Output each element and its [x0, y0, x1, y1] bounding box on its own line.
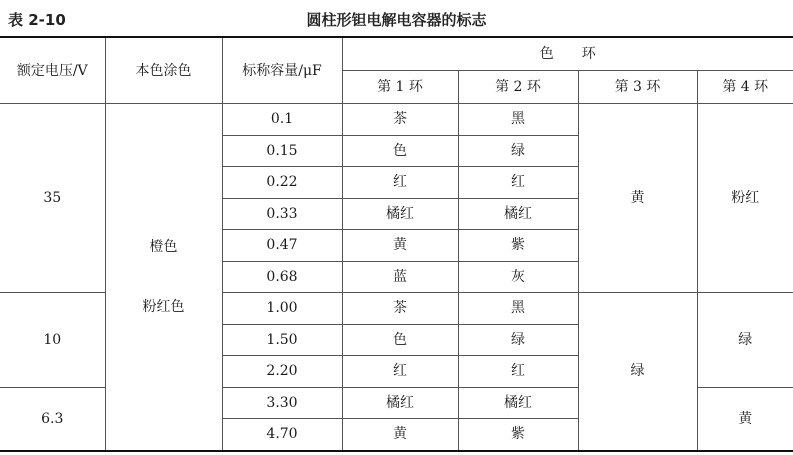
table-number: 表 2-10 — [8, 11, 66, 29]
capacity-cell: 2.20 — [222, 356, 342, 388]
ring2-cell: 灰 — [458, 261, 578, 293]
table-title: 圆柱形钽电解电容器的标志 — [306, 11, 487, 29]
capacity-cell: 3.30 — [222, 387, 342, 419]
table-row — [0, 104, 793, 136]
ring1-cell: 红 — [342, 356, 458, 388]
header-ring1: 第 1 环 — [342, 71, 458, 104]
ring2-cell: 紫 — [458, 230, 578, 262]
ring1-cell: 茶 — [342, 293, 458, 325]
ring1-cell: 黄 — [342, 230, 458, 262]
capacity-cell: 0.1 — [222, 104, 342, 136]
header-color-ring: 色 环 — [342, 37, 793, 71]
header-base-color: 本色涂色 — [105, 37, 222, 104]
header-ring3: 第 3 环 — [578, 71, 697, 104]
header-ring2: 第 2 环 — [458, 71, 578, 104]
ring2-cell: 黑 — [458, 293, 578, 325]
capacity-cell: 0.33 — [222, 198, 342, 230]
ring3-cell: 绿 — [578, 293, 697, 451]
ring4-cell: 绿 — [697, 293, 793, 388]
capacity-cell: 0.22 — [222, 167, 342, 199]
ring2-cell: 红 — [458, 356, 578, 388]
capacitor-marking-table — [0, 36, 793, 452]
ring2-cell: 绿 — [458, 324, 578, 356]
ring4-cell: 粉红 — [697, 104, 793, 293]
ring1-cell: 橘红 — [342, 198, 458, 230]
ring1-cell: 黄 — [342, 419, 458, 451]
capacity-cell: 0.15 — [222, 135, 342, 167]
ring1-cell: 色 — [342, 324, 458, 356]
ring2-cell: 橘红 — [458, 387, 578, 419]
capacity-cell: 1.50 — [222, 324, 342, 356]
base-color-value: 粉红色 — [142, 298, 185, 315]
ring1-cell: 橘红 — [342, 387, 458, 419]
voltage-cell: 10 — [0, 293, 105, 388]
ring2-cell: 橘红 — [458, 198, 578, 230]
ring1-cell: 茶 — [342, 104, 458, 136]
base-color-value: 橙色 — [149, 238, 178, 255]
header-voltage: 额定电压/V — [0, 37, 105, 104]
ring1-cell: 蓝 — [342, 261, 458, 293]
ring1-cell: 色 — [342, 135, 458, 167]
ring2-cell: 紫 — [458, 419, 578, 451]
base-color-cell — [105, 104, 222, 451]
ring3-cell: 黄 — [578, 104, 697, 293]
ring4-cell: 黄 — [697, 387, 793, 451]
header-capacity: 标称容量/μF — [222, 37, 342, 104]
voltage-cell: 6.3 — [0, 387, 105, 451]
header-row-1 — [0, 37, 793, 71]
header-ring4: 第 4 环 — [697, 71, 793, 104]
ring2-cell: 黑 — [458, 104, 578, 136]
capacity-cell: 0.47 — [222, 230, 342, 262]
capacity-cell: 0.68 — [222, 261, 342, 293]
ring1-cell: 红 — [342, 167, 458, 199]
capacity-cell: 4.70 — [222, 419, 342, 451]
voltage-cell: 35 — [0, 104, 105, 293]
ring2-cell: 红 — [458, 167, 578, 199]
table-caption — [0, 0, 793, 34]
capacity-cell: 1.00 — [222, 293, 342, 325]
ring2-cell: 绿 — [458, 135, 578, 167]
